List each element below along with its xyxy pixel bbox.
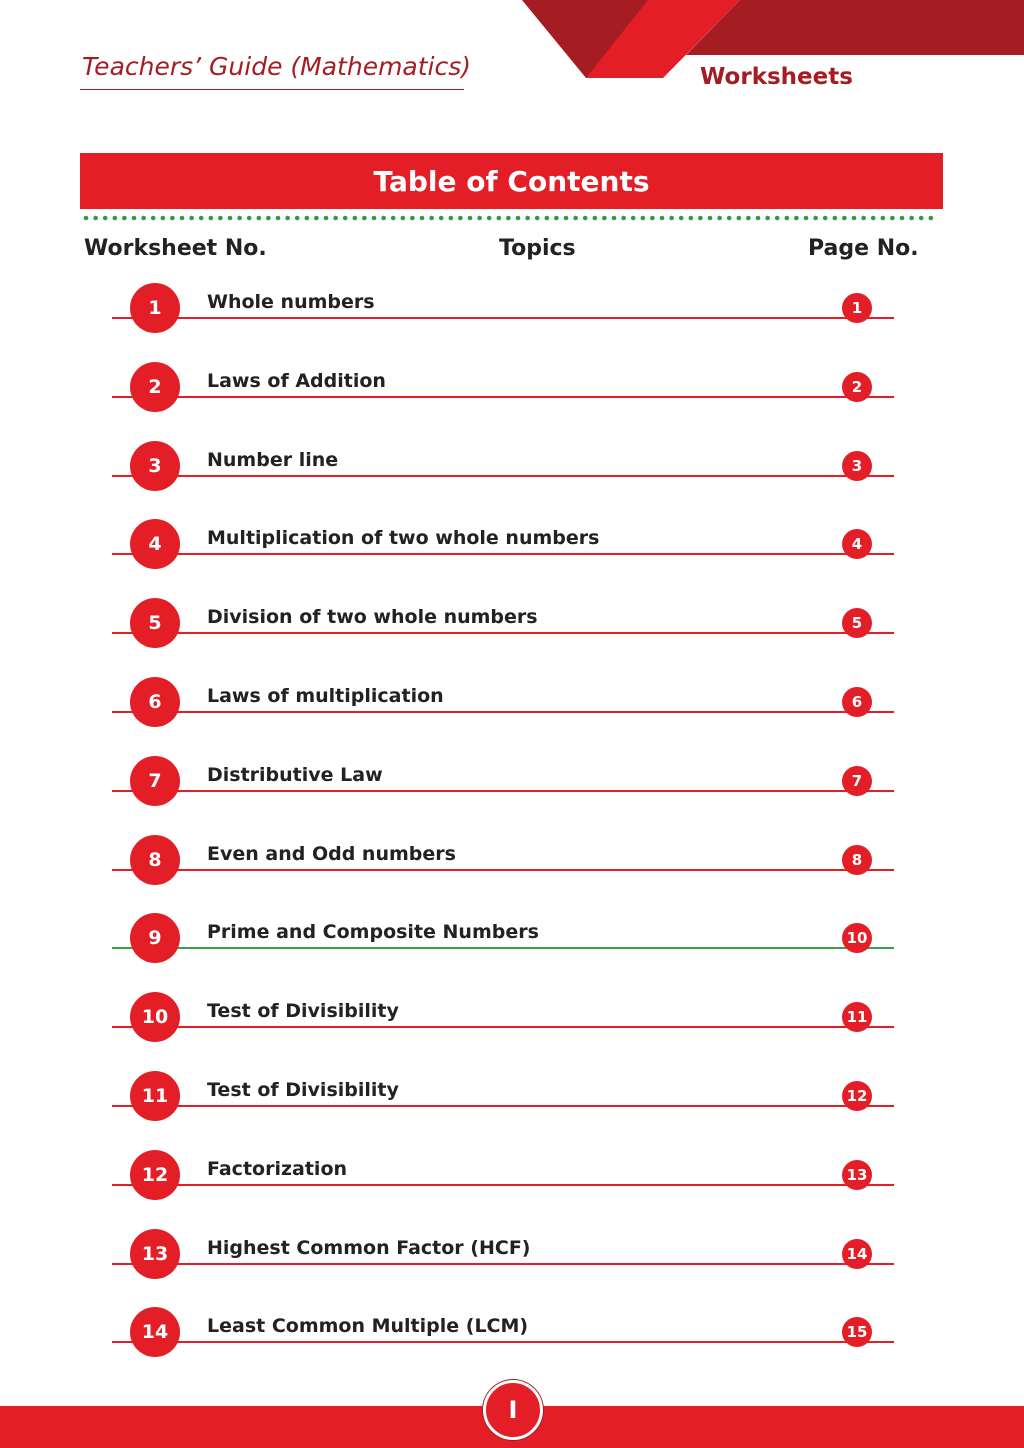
row-underline <box>112 1105 894 1107</box>
page-number-badge <box>842 451 872 481</box>
topic-title[interactable]: Test of Divisibility <box>207 1000 403 1022</box>
worksheet-number: 10 <box>141 1006 169 1029</box>
column-header-page-no: Page No. <box>808 236 919 261</box>
row-underline <box>112 947 894 949</box>
worksheet-number-badge <box>130 1307 180 1357</box>
toc-page-number: 10 <box>846 929 868 948</box>
worksheet-number-badge <box>130 1071 180 1121</box>
topic-title[interactable]: Even and Odd numbers <box>207 843 460 865</box>
page-number-badge <box>842 1002 872 1032</box>
worksheet-number: 8 <box>148 848 162 871</box>
worksheet-number: 3 <box>148 454 162 477</box>
worksheet-number: 7 <box>148 769 162 792</box>
row-underline <box>112 869 894 871</box>
page-number-badge <box>842 766 872 796</box>
worksheet-number-badge <box>130 519 180 569</box>
toc-row[interactable] <box>0 835 1024 885</box>
row-underline <box>112 1026 894 1028</box>
worksheet-number: 4 <box>148 533 162 556</box>
guide-title-underline <box>80 89 464 90</box>
topic-title[interactable]: Number line <box>207 449 342 471</box>
page-number-badge <box>842 1081 872 1111</box>
worksheet-number: 14 <box>141 1321 169 1344</box>
row-underline <box>112 711 894 713</box>
page-number-badge <box>483 1380 543 1440</box>
topic-title[interactable]: Laws of multiplication <box>207 685 448 707</box>
worksheet-number: 11 <box>141 1085 169 1107</box>
topic-title[interactable]: Test of Divisibility <box>207 1079 403 1101</box>
page-number-badge <box>842 372 872 402</box>
worksheet-number: 12 <box>141 1163 169 1186</box>
worksheet-number-badge <box>130 362 180 412</box>
column-header-topics: Topics <box>499 236 576 261</box>
topic-title[interactable]: Prime and Composite Numbers <box>207 921 543 943</box>
toc-page-number: 4 <box>851 535 863 554</box>
row-underline <box>112 1263 894 1265</box>
toc-page-number: 8 <box>851 850 863 869</box>
worksheet-number: 6 <box>148 691 162 713</box>
row-underline <box>112 553 894 555</box>
worksheet-number: 2 <box>148 375 162 398</box>
worksheet-number-badge <box>130 441 180 491</box>
worksheet-number-badge <box>130 756 180 806</box>
topic-title[interactable]: Factorization <box>207 1158 351 1180</box>
topic-title[interactable]: Laws of Addition <box>207 370 390 392</box>
row-underline <box>112 632 894 634</box>
toc-row[interactable] <box>0 441 1024 491</box>
toc-page-number: 13 <box>846 1165 868 1184</box>
toc-row[interactable] <box>0 1229 1024 1279</box>
worksheet-number-badge <box>130 283 180 333</box>
page-number: I <box>508 1396 518 1424</box>
page-number-badge <box>842 1239 872 1269</box>
guide-title: Teachers’ Guide (Mathematics) <box>82 52 472 81</box>
worksheet-number: 5 <box>148 612 162 635</box>
topic-title[interactable]: Division of two whole numbers <box>207 606 542 628</box>
toc-row[interactable] <box>0 913 1024 963</box>
page-number-badge <box>842 845 872 875</box>
toc-row[interactable] <box>0 1307 1024 1357</box>
toc-page-number: 14 <box>846 1244 868 1263</box>
toc-page-number: 12 <box>846 1087 868 1105</box>
toc-page-number: 15 <box>846 1323 868 1342</box>
row-underline <box>112 475 894 477</box>
topic-title[interactable]: Distributive Law <box>207 764 387 786</box>
row-underline <box>112 1184 894 1186</box>
page-number-badge <box>842 687 872 717</box>
toc-page-number: 7 <box>851 771 863 790</box>
worksheet-number-badge <box>130 992 180 1042</box>
toc-row[interactable] <box>0 992 1024 1042</box>
row-underline <box>112 396 894 398</box>
toc-page-number: 1 <box>851 299 863 317</box>
topic-title[interactable]: Whole numbers <box>207 291 379 313</box>
worksheet-number-badge <box>130 835 180 885</box>
page-number-badge <box>842 1160 872 1190</box>
worksheet-number: 9 <box>148 927 162 950</box>
topic-title[interactable]: Multiplication of two whole numbers <box>207 527 603 549</box>
dotted-divider <box>80 212 943 224</box>
topic-title[interactable]: Highest Common Factor (HCF) <box>207 1237 534 1259</box>
row-underline <box>112 1341 894 1343</box>
page-number-badge <box>842 293 872 323</box>
worksheet-number-badge <box>130 913 180 963</box>
toc-title-banner <box>80 153 943 209</box>
toc-row[interactable] <box>0 283 1024 333</box>
toc-page-number: 11 <box>846 1008 868 1027</box>
toc-row[interactable] <box>0 598 1024 648</box>
worksheet-number-badge <box>130 677 180 727</box>
toc-row[interactable] <box>0 756 1024 806</box>
row-underline <box>112 317 894 319</box>
toc-row[interactable] <box>0 677 1024 727</box>
worksheet-number: 13 <box>141 1242 169 1265</box>
toc-row[interactable] <box>0 1150 1024 1200</box>
toc-page-number: 6 <box>851 693 863 711</box>
worksheet-number: 1 <box>148 297 162 319</box>
toc-row[interactable] <box>0 1071 1024 1121</box>
toc-page-number: 5 <box>851 614 863 633</box>
worksheet-number-badge <box>130 598 180 648</box>
topic-title[interactable]: Least Common Multiple (LCM) <box>207 1315 532 1337</box>
toc-title: Table of Contents <box>373 164 650 198</box>
column-header-worksheet-no: Worksheet No. <box>84 236 267 261</box>
page-number-badge <box>842 608 872 638</box>
toc-row[interactable] <box>0 519 1024 569</box>
toc-page-number: 3 <box>851 456 863 475</box>
toc-page-number: 2 <box>851 377 863 396</box>
section-label: Worksheets <box>700 64 853 90</box>
row-underline <box>112 790 894 792</box>
worksheet-number-badge <box>130 1229 180 1279</box>
worksheet-number-badge <box>130 1150 180 1200</box>
toc-row[interactable] <box>0 362 1024 412</box>
